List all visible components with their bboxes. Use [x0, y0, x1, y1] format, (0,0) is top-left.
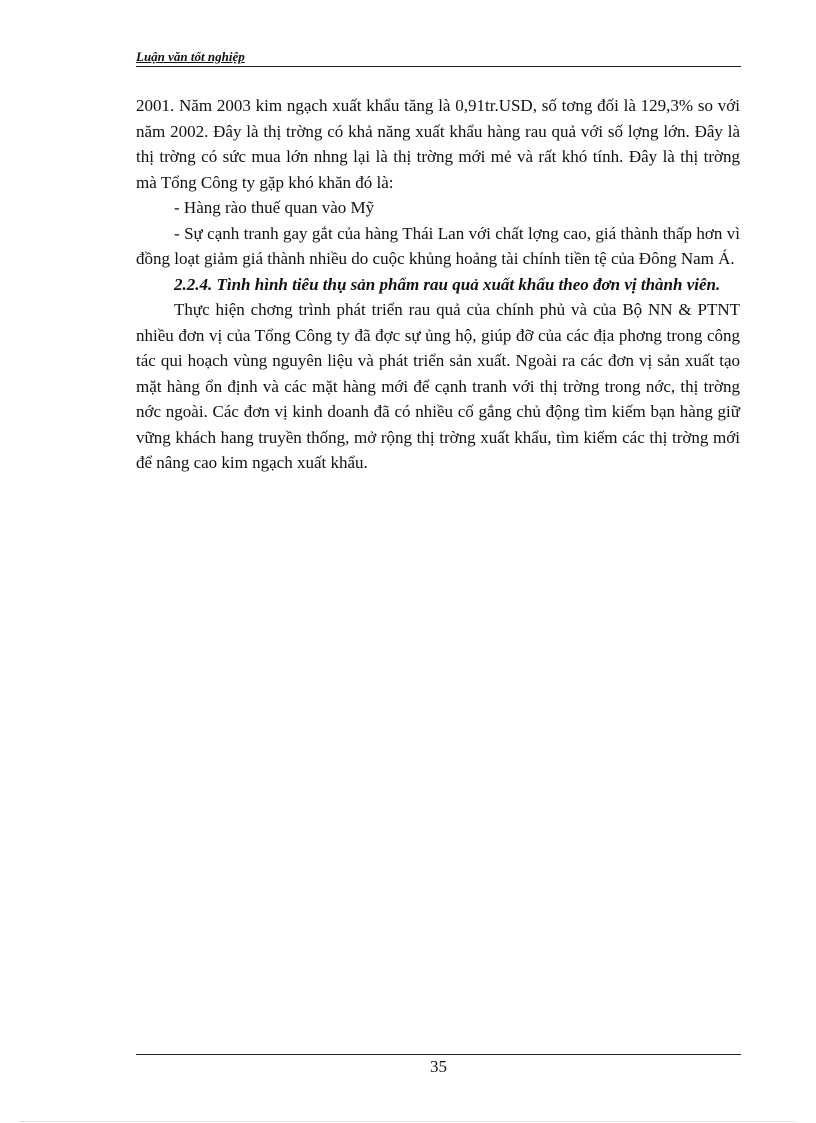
paragraph-member-units: Thực hiện chơng trình phát triển rau quả của chính phủ và của Bộ NN & PTNT nhiều đơn vị của Tổng Công ty đã đợc sự ủng hộ, giúp đỡ của các địa phơng trong công tác qui hoạch vùng nguyên liệu và phát triển sản xuất. Ngoài ra các đơn vị sản xuất tạo mặt hàng ổn định và các mặt hàng mới để cạnh tranh với thị trờng trong nớc, thị trờng nớc ngoài. Các đơn vị kinh doanh đã có nhiều cố gắng chủ động tìm kiếm bạn hàng giữ vững khách hang truyền thống, mở rộng thị trờng xuất khẩu, tìm kiếm các thị trờng mới để nâng cao kim ngạch xuất khẩu.	[136, 300, 740, 472]
page-bottom-edge	[20, 1121, 796, 1122]
body-text	[136, 93, 740, 476]
paragraph-market-summary: 2001. Năm 2003 kim ngạch xuất khẩu tăng là 0,91tr.USD, số tơng đối là 129,3% so với năm 2002. Đây là thị trờng có khả năng xuất khẩu hàng rau quả với số lợng lớn. Đây là thị trờng có sức mua lớn nhng lại là thị trờng mới mẻ và rất khó tính. Đây là thị trờng mà Tổng Công ty gặp khó khăn đó là:	[136, 96, 740, 192]
page-number: 35	[430, 1057, 447, 1076]
bullet-tariff-barrier: - Hàng rào thuế quan vào Mỹ	[174, 198, 375, 217]
section-heading: 2.2.4. Tình hình tiêu thụ sản phẩm rau quả xuất khẩu theo đơn vị thành viên.	[174, 274, 721, 294]
bullet-thai-competition: - Sự cạnh tranh gay gắt của hàng Thái Lan với chất lợng cao, giá thành thấp hơn vì đồng loạt giảm giá thành nhiều do cuộc khủng hoảng tài chính tiền tệ của Đông Nam Á.	[136, 223, 740, 268]
running-header-title: Luận văn tốt nghiệp	[136, 48, 741, 67]
footer-divider	[136, 1054, 741, 1055]
